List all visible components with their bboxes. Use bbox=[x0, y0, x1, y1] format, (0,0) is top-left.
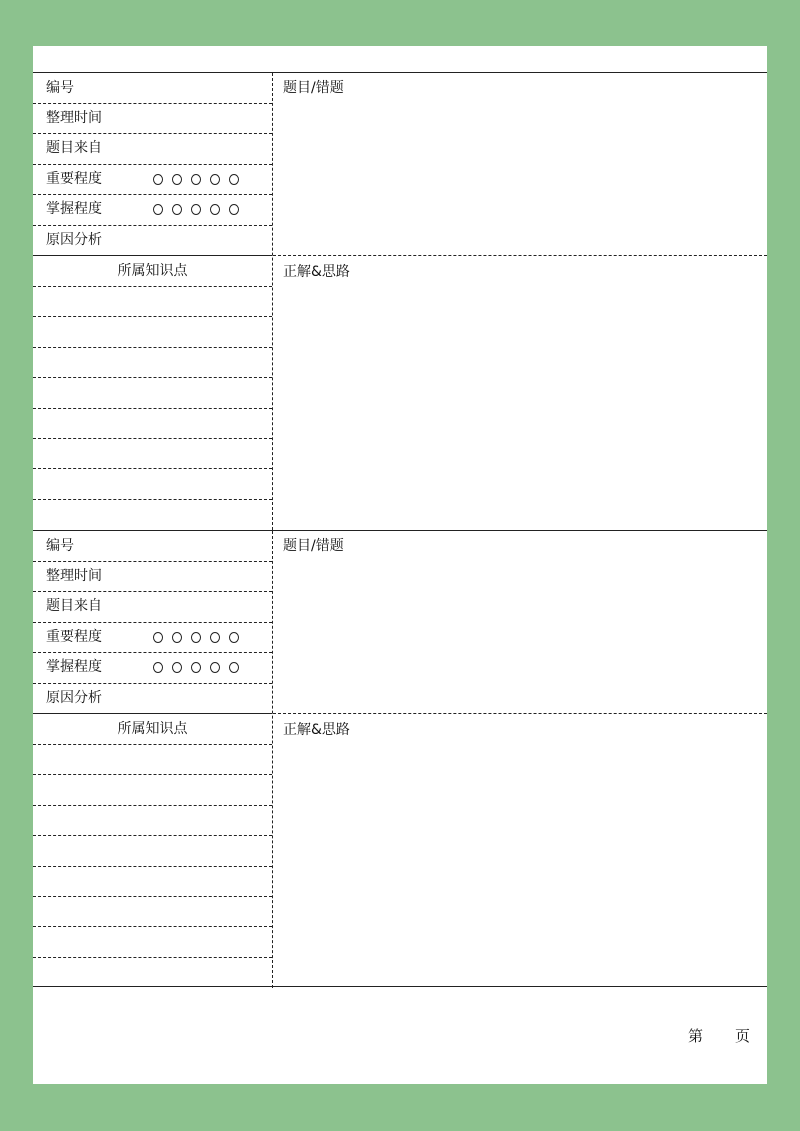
importance-rating[interactable] bbox=[153, 164, 239, 194]
row-divider bbox=[33, 774, 272, 775]
row-divider bbox=[33, 926, 272, 927]
section-divider bbox=[273, 255, 767, 256]
rating-circle-icon[interactable] bbox=[153, 632, 163, 643]
rating-circle-icon[interactable] bbox=[191, 662, 201, 673]
row-divider bbox=[33, 377, 272, 378]
row-divider bbox=[33, 316, 272, 317]
row-divider bbox=[33, 438, 272, 439]
field-time-label: 整理时间 bbox=[46, 110, 102, 126]
rating-circle-icon[interactable] bbox=[153, 174, 163, 185]
field-number-label: 编号 bbox=[46, 538, 74, 554]
solution-label: 正解&思路 bbox=[283, 722, 350, 738]
page-number bbox=[688, 1026, 750, 1046]
column-divider bbox=[272, 531, 273, 988]
importance-rating[interactable] bbox=[153, 622, 239, 652]
field-mastery-label: 掌握程度 bbox=[46, 659, 102, 675]
row-divider bbox=[33, 468, 272, 469]
field-importance-label: 重要程度 bbox=[46, 171, 102, 187]
field-importance-label: 重要程度 bbox=[46, 629, 102, 645]
question-label: 题目/错题 bbox=[283, 538, 344, 554]
rating-circle-icon[interactable] bbox=[210, 174, 220, 185]
rating-circle-icon[interactable] bbox=[191, 174, 201, 185]
row-divider bbox=[33, 957, 272, 958]
knowledge-points-header: 所属知识点 bbox=[117, 263, 188, 279]
section-divider bbox=[273, 713, 767, 714]
field-cause-label: 原因分析 bbox=[46, 690, 102, 706]
rating-circle-icon[interactable] bbox=[210, 204, 220, 215]
row-divider bbox=[33, 896, 272, 897]
rating-circle-icon[interactable] bbox=[191, 204, 201, 215]
rating-circle-icon[interactable] bbox=[172, 662, 182, 673]
rating-circle-icon[interactable] bbox=[229, 662, 239, 673]
bottom-rule bbox=[33, 986, 767, 987]
row-divider bbox=[33, 744, 272, 745]
rating-circle-icon[interactable] bbox=[153, 204, 163, 215]
mastery-rating[interactable] bbox=[153, 194, 239, 224]
worksheet-page bbox=[33, 46, 767, 1084]
row-divider bbox=[33, 286, 272, 287]
rating-circle-icon[interactable] bbox=[191, 632, 201, 643]
knowledge-points-header: 所属知识点 bbox=[117, 721, 188, 737]
field-cause-label: 原因分析 bbox=[46, 232, 102, 248]
mistake-card-1 bbox=[33, 72, 767, 529]
field-time-label: 整理时间 bbox=[46, 568, 102, 584]
field-mastery-label: 掌握程度 bbox=[46, 201, 102, 217]
row-divider bbox=[33, 408, 272, 409]
rating-circle-icon[interactable] bbox=[172, 632, 182, 643]
rating-circle-icon[interactable] bbox=[229, 204, 239, 215]
page-suffix: 页 bbox=[735, 1027, 751, 1045]
rating-circle-icon[interactable] bbox=[172, 204, 182, 215]
row-divider bbox=[33, 499, 272, 500]
rating-circle-icon[interactable] bbox=[229, 174, 239, 185]
page-prefix: 第 bbox=[688, 1027, 704, 1045]
row-divider bbox=[33, 805, 272, 806]
field-number-label: 编号 bbox=[46, 80, 74, 96]
row-divider bbox=[33, 835, 272, 836]
rating-circle-icon[interactable] bbox=[229, 632, 239, 643]
field-source-label: 题目来自 bbox=[46, 140, 102, 156]
rating-circle-icon[interactable] bbox=[153, 662, 163, 673]
column-divider bbox=[272, 73, 273, 530]
rating-circle-icon[interactable] bbox=[210, 632, 220, 643]
solution-label: 正解&思路 bbox=[283, 264, 350, 280]
mastery-rating[interactable] bbox=[153, 652, 239, 682]
row-divider bbox=[33, 866, 272, 867]
question-label: 题目/错题 bbox=[283, 80, 344, 96]
rating-circle-icon[interactable] bbox=[172, 174, 182, 185]
rating-circle-icon[interactable] bbox=[210, 662, 220, 673]
field-source-label: 题目来自 bbox=[46, 598, 102, 614]
row-divider bbox=[33, 347, 272, 348]
mistake-card-2 bbox=[33, 530, 767, 987]
